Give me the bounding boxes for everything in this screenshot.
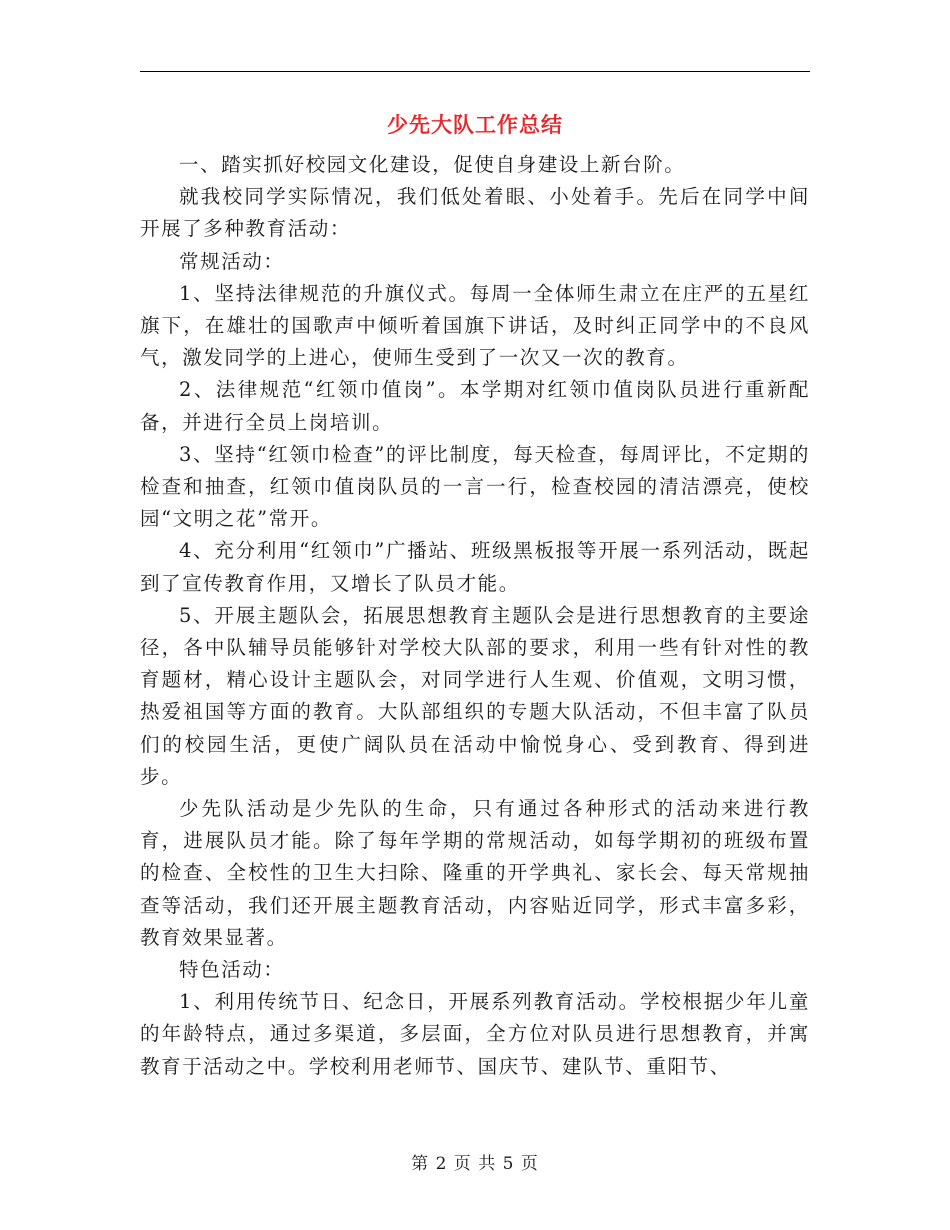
paragraph: 5、开展主题队会，拓展思想教育主题队会是进行思想教育的主要途径，各中队辅导员能够针对学校大队部的要求，利用一些有针对性的教育题材，精心设计主题队会，对同学进行人生观、价值观，文明习惯，热爱祖国等方面的教育。大队部组织的专题大队活动，不但丰富了队员们的校园生活，更使广阔队员在活动中愉悦身心、受到教育、得到进步。	[140, 603, 810, 788]
page-number: 第 2 页 共 5 页	[411, 1154, 539, 1174]
paragraph: 常规活动：	[179, 249, 285, 273]
document-body	[140, 149, 810, 1083]
paragraph: 就我校同学实际情况，我们低处着眼、小处着手。先后在同学中间开展了多种教育活动：	[140, 185, 810, 241]
paragraph: 特色活动：	[179, 958, 285, 982]
paragraph: 4、充分利用“红领巾”广播站、班级黑板报等开展一系列活动，既起到了宣传教育作用，又增长了队员才能。	[140, 539, 810, 595]
header-rule	[140, 71, 810, 72]
page-title: 少先大队工作总结	[387, 112, 563, 137]
paragraph: 1、利用传统节日、纪念日，开展系列教育活动。学校根据少年儿童的年龄特点，通过多渠道，多层面，全方位对队员进行思想教育，并寓教育于活动之中。学校利用老师节、国庆节、建队节、重阳节、	[140, 990, 810, 1078]
paragraph: 1、坚持法律规范的升旗仪式。每周一全体师生肃立在庄严的五星红旗下，在雄壮的国歌声中倾听着国旗下讲话，及时纠正同学中的不良风气，激发同学的上进心，使师生受到了一次又一次的教育。	[140, 281, 810, 370]
paragraph: 2、法律规范“红领巾值岗”。本学期对红领巾值岗队员进行重新配备，并进行全员上岗培训。	[140, 378, 810, 434]
paragraph: 3、坚持“红领巾检查”的评比制度，每天检查，每周评比，不定期的检查和抽查，红领巾值岗队员的一言一行，检查校园的清洁漂亮，使校园“文明之花”常开。	[140, 442, 810, 531]
paragraph: 一、踏实抓好校园文化建设，促使自身建设上新台阶。	[179, 153, 686, 176]
paragraph: 少先队活动是少先队的生命，只有通过各种形式的活动来进行教育，进展队员才能。除了每年学期的常规活动，如每学期初的班级布置的检查、全校性的卫生大扫除、隆重的开学典礼、家长会、每天常规抽查等活动，我们还开展主题教育活动，内容贴近同学，形式丰富多彩，教育效果显著。	[140, 797, 810, 949]
